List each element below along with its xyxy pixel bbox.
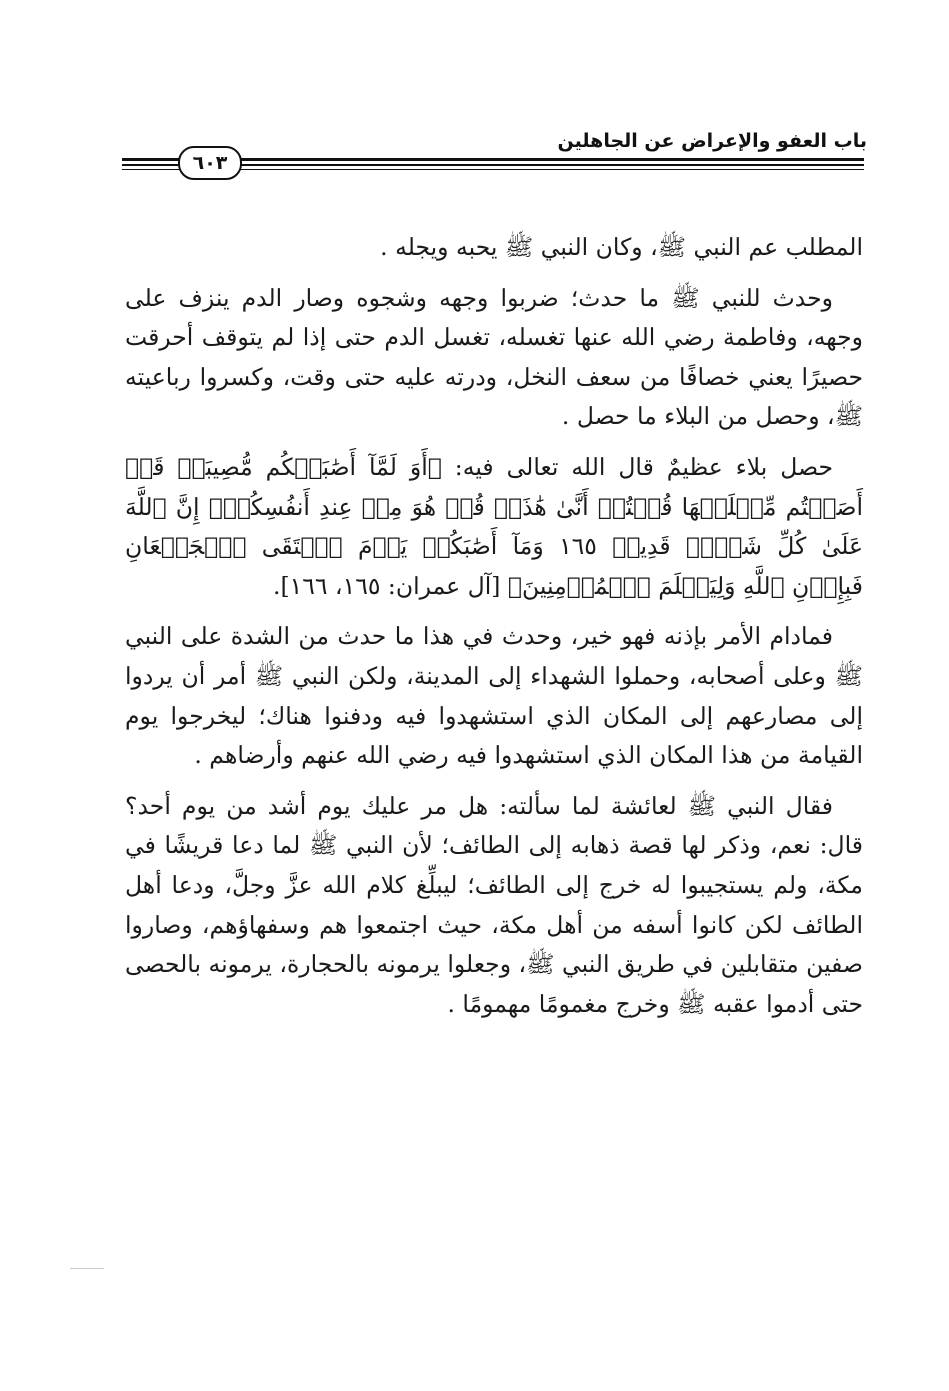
- paragraph-1: المطلب عم النبي ﷺ، وكان النبي ﷺ يحبه ويجله .: [380, 233, 863, 261]
- running-title: باب العفو والإعراض عن الجاهلين: [557, 130, 867, 152]
- scan-mark: [70, 1268, 104, 1269]
- paragraph-4: فمادام الأمر بإذنه فهو خير، وحدث في هذا ما حدث من الشدة على النبي ﷺ وعلى أصحابه، وحملوا الشهداء إلى المدينة، ولكن النبي ﷺ أمر أن يردوا إلى مصارعهم إلى المكان الذي استشهدوا فيه ودفنوا هناك؛ ليخرجوا يوم القيامة من هذا المكان الذي استشهدوا فيه رضي الله عنهم وأرضاهم .: [125, 622, 863, 770]
- paragraph-5: فقال النبي ﷺ لعائشة لما سألته: هل مر عليك يوم أشد من يوم أحد؟ قال: نعم، وذكر لها قصة ذهابه إلى الطائف؛ لأن النبي ﷺ لما دعا قريشًا في مكة، ولم يستجيبوا له خرج إلى الطائف؛ ليبلِّغ كلام الله عزَّ وجلَّ، ودعا أهل الطائف لكن كانوا أسفه من أهل مكة، حيث اجتمعوا هم وسفهاؤهم، وصاروا صفين متقابلين في طريق النبي ﷺ، وجعلوا يرمونه بالحجارة، يرمونه بالحصى حتى أدموا عقبه ﷺ وخرج مغمومًا مهمومًا .: [125, 791, 864, 1018]
- page-number-badge: ٦٠٣: [178, 146, 242, 180]
- paragraph-2: وحدث للنبي ﷺ ما حدث؛ ضربوا وجهه وشجوه وصار الدم ينزف على وجهه، وفاطمة رضي الله عنها تغسله، تغسل الدم حتى إذا لم يتوقف أحرقت حصيرًا يعني خصافًا من سعف النخل، ودرته عليه حتى وقت، وكسروا رباعيته ﷺ، وحصل من البلاء ما حصل .: [125, 283, 863, 431]
- main-text: [125, 228, 863, 1035]
- paragraph-3-quran-quote: حصل بلاء عظيمٌ قال الله تعالى فيه: ﴿أَوَ لَمَّآ أَصَٰبَتۡكُم مُّصِيبَةٞ قَدۡ أَصَبۡتُم مِّثۡلَيۡهَا قُلۡتُمۡ أَنَّىٰ هَٰذَاۖ قُلۡ هُوَ مِنۡ عِندِ أَنفُسِكُمۡۗ إِنَّ ٱللَّهَ عَلَىٰ كُلِّ شَيۡءٖ قَدِيرٞ ١٦٥ وَمَآ أَصَٰبَكُمۡ يَوۡمَ ٱلۡتَقَى ٱلۡجَمۡعَانِ فَبِإِذۡنِ ٱللَّهِ وَلِيَعۡلَمَ ٱلۡمُؤۡمِنِينَ﴾ [آل عمران: ١٦٥، ١٦٦].: [125, 452, 864, 600]
